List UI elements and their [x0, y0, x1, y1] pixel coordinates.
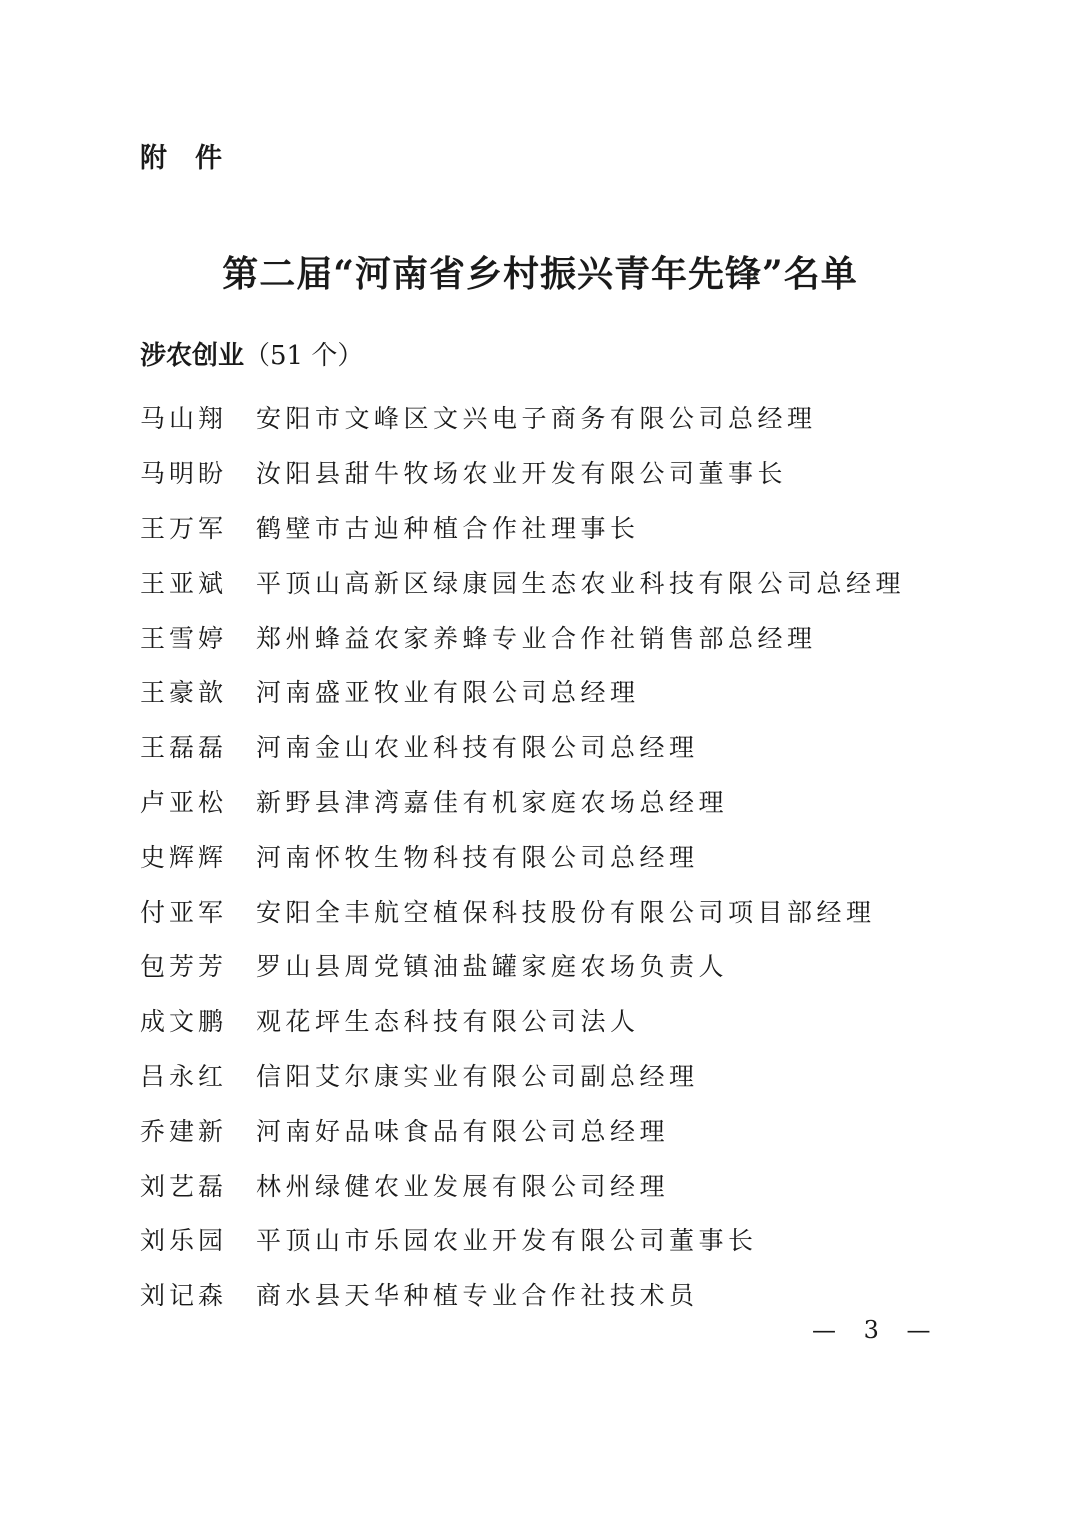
person-name: 包芳芳 — [140, 952, 228, 982]
list-item — [140, 719, 905, 774]
person-title: 河南盛亚牧业有限公司总经理 — [256, 678, 640, 708]
list-item — [140, 554, 905, 609]
person-title: 河南好品味食品有限公司总经理 — [256, 1116, 670, 1146]
list-item — [140, 390, 905, 445]
person-title: 河南怀牧生物科技有限公司总经理 — [256, 842, 699, 872]
person-title: 观花坪生态科技有限公司法人 — [256, 1007, 640, 1037]
list-item — [140, 445, 905, 500]
person-title: 郑州蜂益农家养蜂专业合作社销售部总经理 — [256, 623, 817, 653]
person-name: 吕永红 — [140, 1061, 228, 1091]
list-item — [140, 1157, 905, 1212]
person-name: 史辉辉 — [140, 842, 228, 872]
person-name: 马明盼 — [140, 459, 228, 489]
list-item — [140, 774, 905, 829]
person-title: 林州绿健农业发展有限公司经理 — [256, 1171, 670, 1201]
person-name: 付亚军 — [140, 897, 228, 927]
person-name: 成文鹏 — [140, 1007, 228, 1037]
list-item — [140, 883, 905, 938]
person-title: 安阳市文峰区文兴电子商务有限公司总经理 — [256, 404, 817, 434]
attachment-label — [140, 136, 222, 175]
person-name: 刘乐园 — [140, 1226, 228, 1256]
person-name: 王万军 — [140, 513, 228, 543]
person-name: 乔建新 — [140, 1116, 228, 1146]
list-item — [140, 993, 905, 1048]
list-item — [140, 1048, 905, 1103]
list-item — [140, 828, 905, 883]
person-title: 安阳全丰航空植保科技股份有限公司项目部经理 — [256, 897, 876, 927]
page-number: — 3 — — [812, 1316, 941, 1344]
list-item — [140, 609, 905, 664]
list-item — [140, 500, 905, 555]
attachment-char-1: 附 — [140, 143, 167, 174]
attachment-char-2: 件 — [195, 143, 222, 174]
person-title: 鹤壁市古辿种植合作社理事长 — [256, 513, 640, 543]
section-name: 涉农创业 — [140, 341, 245, 371]
section-heading — [140, 335, 363, 372]
list-item — [140, 1267, 905, 1322]
person-name: 马山翔 — [140, 404, 228, 434]
list-item — [140, 938, 905, 993]
person-title: 罗山县周党镇油盐罐家庭农场负责人 — [256, 952, 729, 982]
person-name: 卢亚松 — [140, 787, 228, 817]
list-item — [140, 1102, 905, 1157]
person-title: 汝阳县甜牛牧场农业开发有限公司董事长 — [256, 459, 788, 489]
person-name: 王豪歆 — [140, 678, 228, 708]
person-name: 刘记森 — [140, 1281, 228, 1311]
section-count: （51 个） — [244, 341, 364, 371]
list-item — [140, 1212, 905, 1267]
person-name: 刘艺磊 — [140, 1171, 228, 1201]
person-name: 王亚斌 — [140, 568, 228, 598]
person-title: 信阳艾尔康实业有限公司副总经理 — [256, 1061, 699, 1091]
person-name: 王雪婷 — [140, 623, 228, 653]
list-item — [140, 664, 905, 719]
name-list — [140, 390, 905, 1322]
person-title: 商水县天华种植专业合作社技术员 — [256, 1281, 699, 1311]
person-name: 王磊磊 — [140, 733, 228, 763]
person-title: 平顶山高新区绿康园生态农业科技有限公司总经理 — [256, 568, 906, 598]
person-title: 河南金山农业科技有限公司总经理 — [256, 733, 699, 763]
person-title: 新野县津湾嘉佳有机家庭农场总经理 — [256, 787, 729, 817]
document-title: 第二届“河南省乡村振兴青年先锋”名单 — [222, 253, 858, 295]
person-title: 平顶山市乐园农业开发有限公司董事长 — [256, 1226, 758, 1256]
